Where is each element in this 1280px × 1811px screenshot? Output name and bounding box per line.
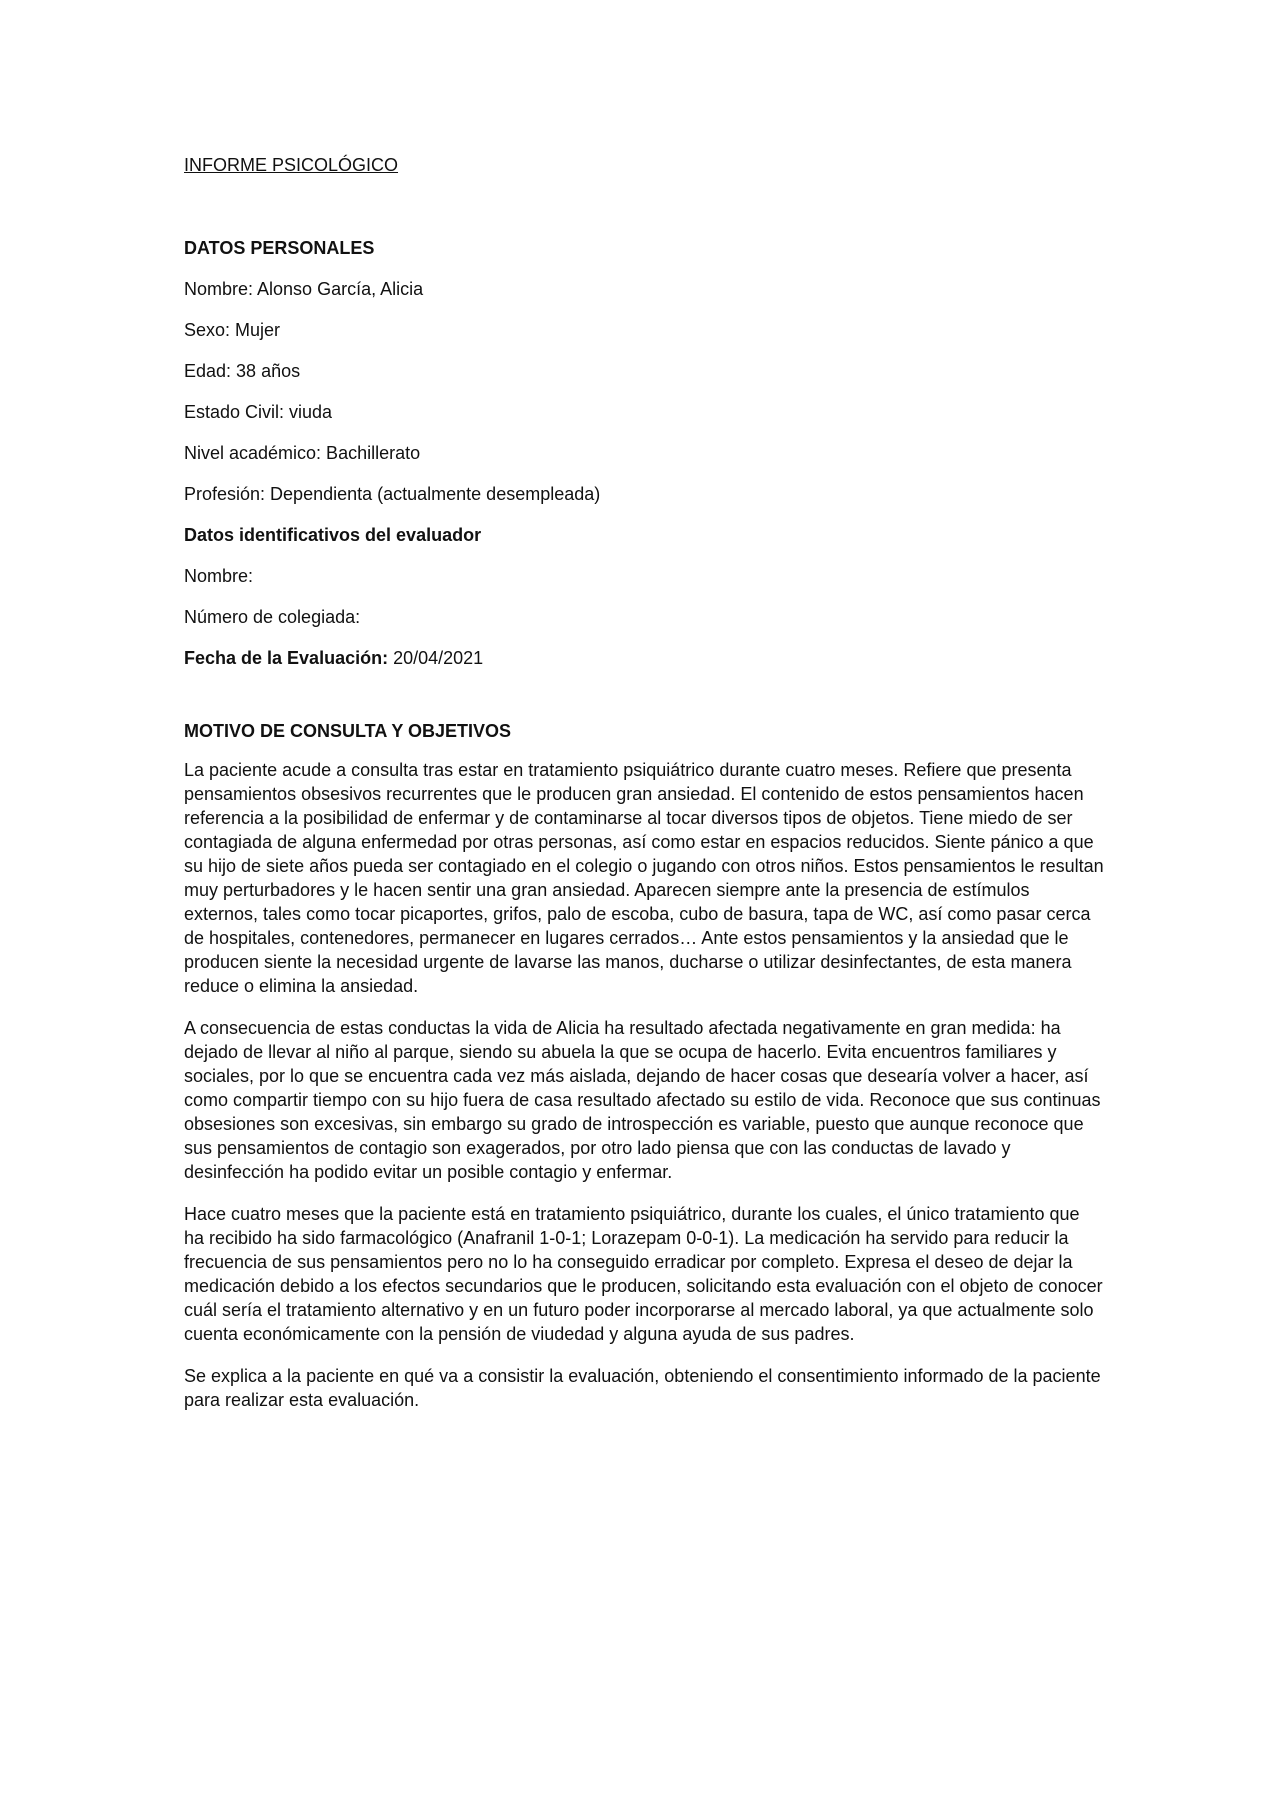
- evaluator-license: Número de colegiada:: [184, 607, 361, 627]
- consultation-paragraph-4: Se explica a la paciente en qué va a consistir la evaluación, obteniendo el consentimiento informado de la paciente para realizar esta evaluación.: [184, 1366, 1101, 1410]
- evaluator-heading: Datos identificativos del evaluador: [184, 525, 482, 545]
- field-sex: Sexo: Mujer: [184, 320, 281, 340]
- document-title: INFORME PSICOLÓGICO: [184, 155, 399, 175]
- evaluation-date-value: 20/04/2021: [388, 648, 484, 668]
- field-name: Nombre: Alonso García, Alicia: [184, 279, 424, 299]
- personal-data-heading: DATOS PERSONALES: [184, 238, 375, 258]
- consultation-paragraph-2: A consecuencia de estas conductas la vida de Alicia ha resultado afectada negativamente en gran medida: ha dejado de llevar al niño al parque, siendo su abuela la que se ocupa de hacerlo. Evita encuentros familiares y sociales, por lo que se encuentra cada vez más aislada, dejando de hacer cosas que desearía volver a hacer, así como compartir tiempo con su hijo fuera de casa resultado afectado su estilo de vida. Reconoce que sus continuas obsesiones son excesivas, sin embargo su grado de introspección es variable, puesto que aunque reconoce que sus pensamientos de contagio son exagerados, por otro lado piensa que con las conductas de lavado y desinfección ha podido evitar un posible contagio y enfermar.: [184, 1018, 1101, 1182]
- consultation-paragraph-3: Hace cuatro meses que la paciente está en tratamiento psiquiátrico, durante los cuales, el único tratamiento que ha recibido ha sido farmacológico (Anafranil 1-0-1; Lorazepam 0-0-1). La medicación ha servido para reducir la frecuencia de sus pensamientos pero no lo ha conseguido erradicar por completo. Expresa el deseo de dejar la medicación debido a los efectos secundarios que le producen, solicitando esta evaluación con el objeto de conocer cuál sería el tratamiento alternativo y en un futuro poder incorporarse al mercado laboral, ya que actualmente solo cuenta económicamente con la pensión de viudedad y alguna ayuda de sus padres.: [184, 1204, 1103, 1344]
- document-page: [184, 150, 1104, 1412]
- field-academic-level: Nivel académico: Bachillerato: [184, 443, 421, 463]
- evaluator-name: Nombre:: [184, 566, 254, 586]
- field-civil-status: Estado Civil: viuda: [184, 402, 333, 422]
- field-profession: Profesión: Dependienta (actualmente desempleada): [184, 484, 601, 504]
- consultation-heading: MOTIVO DE CONSULTA Y OBJETIVOS: [184, 721, 512, 741]
- consultation-paragraph-1: La paciente acude a consulta tras estar en tratamiento psiquiátrico durante cuatro meses. Refiere que presenta pensamientos obsesivos recurrentes que le producen gran ansiedad. El contenido de estos pensamientos hacen referencia a la posibilidad de enfermar y de contaminarse al tocar diversos tipos de objetos. Tiene miedo de ser contagiada de alguna enfermedad por otras personas, así como estar en espacios reducidos. Siente pánico a que su hijo de siete años pueda ser contagiado en el colegio o jugando con otros niños. Estos pensamientos le resultan muy perturbadores y le hacen sentir una gran ansiedad. Aparecen siempre ante la presencia de estímulos externos, tales como tocar picaportes, grifos, palo de escoba, cubo de basura, tapa de WC, así como pasar cerca de hospitales, contenedores, permanecer en lugares cerrados… Ante estos pensamientos y la ansiedad que le producen siente la necesidad urgente de lavarse las manos, ducharse o utilizar desinfectantes, de esta manera reduce o elimina la ansiedad.: [184, 760, 1104, 996]
- field-age: Edad: 38 años: [184, 361, 301, 381]
- evaluation-date: [184, 645, 1104, 671]
- evaluation-date-label: Fecha de la Evaluación:: [184, 648, 389, 668]
